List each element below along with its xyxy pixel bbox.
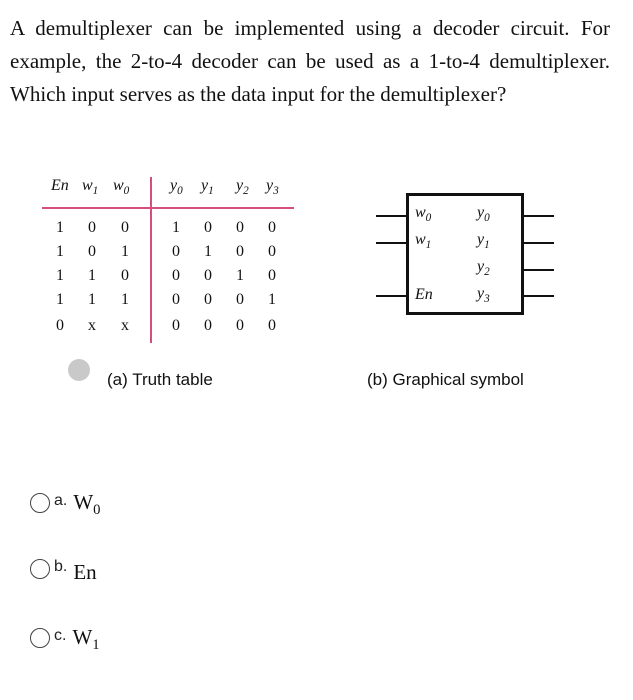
header-y3: $y_3$ bbox=[266, 177, 279, 198]
table-column-divider bbox=[150, 177, 152, 343]
table-cell: x bbox=[88, 317, 96, 334]
table-cell: 1 bbox=[268, 291, 276, 308]
wire-w0 bbox=[376, 215, 406, 217]
table-header-divider bbox=[42, 207, 294, 209]
wire-w1 bbox=[376, 242, 406, 244]
table-cell: 1 bbox=[121, 243, 129, 260]
option-a[interactable] bbox=[30, 490, 101, 519]
option-b-text: En bbox=[73, 560, 97, 584]
option-a-text: $W_0$ bbox=[73, 490, 101, 519]
symbol-label-y2: $y_2$ bbox=[477, 258, 490, 279]
symbol-label-en: En bbox=[415, 286, 433, 303]
table-cell: 1 bbox=[56, 267, 64, 284]
table-cell: 0 bbox=[88, 243, 96, 260]
table-cell: 0 bbox=[268, 267, 276, 284]
radio-c[interactable] bbox=[30, 628, 50, 648]
table-cell: 0 bbox=[204, 317, 212, 334]
header-en: En bbox=[51, 177, 69, 194]
table-cell: 0 bbox=[236, 243, 244, 260]
table-cell: 1 bbox=[56, 219, 64, 236]
option-c-letter: c. bbox=[54, 627, 67, 645]
table-cell: 0 bbox=[204, 267, 212, 284]
table-cell: 0 bbox=[172, 267, 180, 284]
table-cell: 1 bbox=[88, 267, 96, 284]
symbol-label-w1: $w_1$ bbox=[415, 231, 432, 252]
table-cell: 1 bbox=[204, 243, 212, 260]
table-cell: 0 bbox=[121, 219, 129, 236]
gray-dot-icon bbox=[68, 359, 90, 381]
header-y2: $y_2$ bbox=[236, 177, 249, 198]
table-cell: 0 bbox=[172, 243, 180, 260]
caption-truth-table: (a) Truth table bbox=[107, 370, 213, 389]
table-cell: 0 bbox=[172, 291, 180, 308]
table-cell: 0 bbox=[268, 243, 276, 260]
option-c[interactable] bbox=[30, 625, 100, 654]
table-cell: x bbox=[121, 317, 129, 334]
table-cell: 0 bbox=[268, 219, 276, 236]
symbol-label-y3: $y_3$ bbox=[477, 285, 490, 306]
wire-en bbox=[376, 295, 406, 297]
wire-y3 bbox=[524, 295, 554, 297]
table-cell: 0 bbox=[236, 317, 244, 334]
table-cell: 1 bbox=[88, 291, 96, 308]
option-b-letter: b. bbox=[54, 558, 68, 575]
header-y1: $y_1$ bbox=[201, 177, 214, 198]
table-cell: 0 bbox=[236, 219, 244, 236]
table-cell: 0 bbox=[204, 291, 212, 308]
table-cell: 0 bbox=[268, 317, 276, 334]
table-cell: 0 bbox=[88, 219, 96, 236]
table-cell: 1 bbox=[121, 291, 129, 308]
wire-y2 bbox=[524, 269, 554, 271]
caption-graphical-symbol: (b) Graphical symbol bbox=[367, 370, 524, 389]
option-b[interactable] bbox=[30, 558, 97, 585]
header-w0: $w_0$ bbox=[113, 177, 130, 198]
question-text: A demultiplexer can be implemented using a decoder circuit. For example, the 2-to-4 decoder can be used as a 1-to-4 demultiplexer. Which input serves as the data input for the demultiplexer? bbox=[10, 16, 610, 106]
table-cell: 0 bbox=[56, 317, 64, 334]
table-cell: 1 bbox=[56, 291, 64, 308]
wire-y1 bbox=[524, 242, 554, 244]
radio-b[interactable] bbox=[30, 559, 50, 579]
option-a-letter: a. bbox=[54, 492, 68, 510]
table-cell: 1 bbox=[56, 243, 64, 260]
table-cell: 1 bbox=[172, 219, 180, 236]
table-cell: 0 bbox=[204, 219, 212, 236]
option-c-text: $W_1$ bbox=[72, 625, 100, 654]
header-w1: $w_1$ bbox=[82, 177, 99, 198]
wire-y0 bbox=[524, 215, 554, 217]
table-cell: 0 bbox=[121, 267, 129, 284]
symbol-label-y0: $y_0$ bbox=[477, 204, 490, 225]
table-cell: 1 bbox=[236, 267, 244, 284]
header-y0: $y_0$ bbox=[170, 177, 183, 198]
radio-a[interactable] bbox=[30, 493, 50, 513]
table-cell: 0 bbox=[172, 317, 180, 334]
table-cell: 0 bbox=[236, 291, 244, 308]
symbol-label-y1: $y_1$ bbox=[477, 231, 490, 252]
symbol-label-w0: $w_0$ bbox=[415, 204, 432, 225]
